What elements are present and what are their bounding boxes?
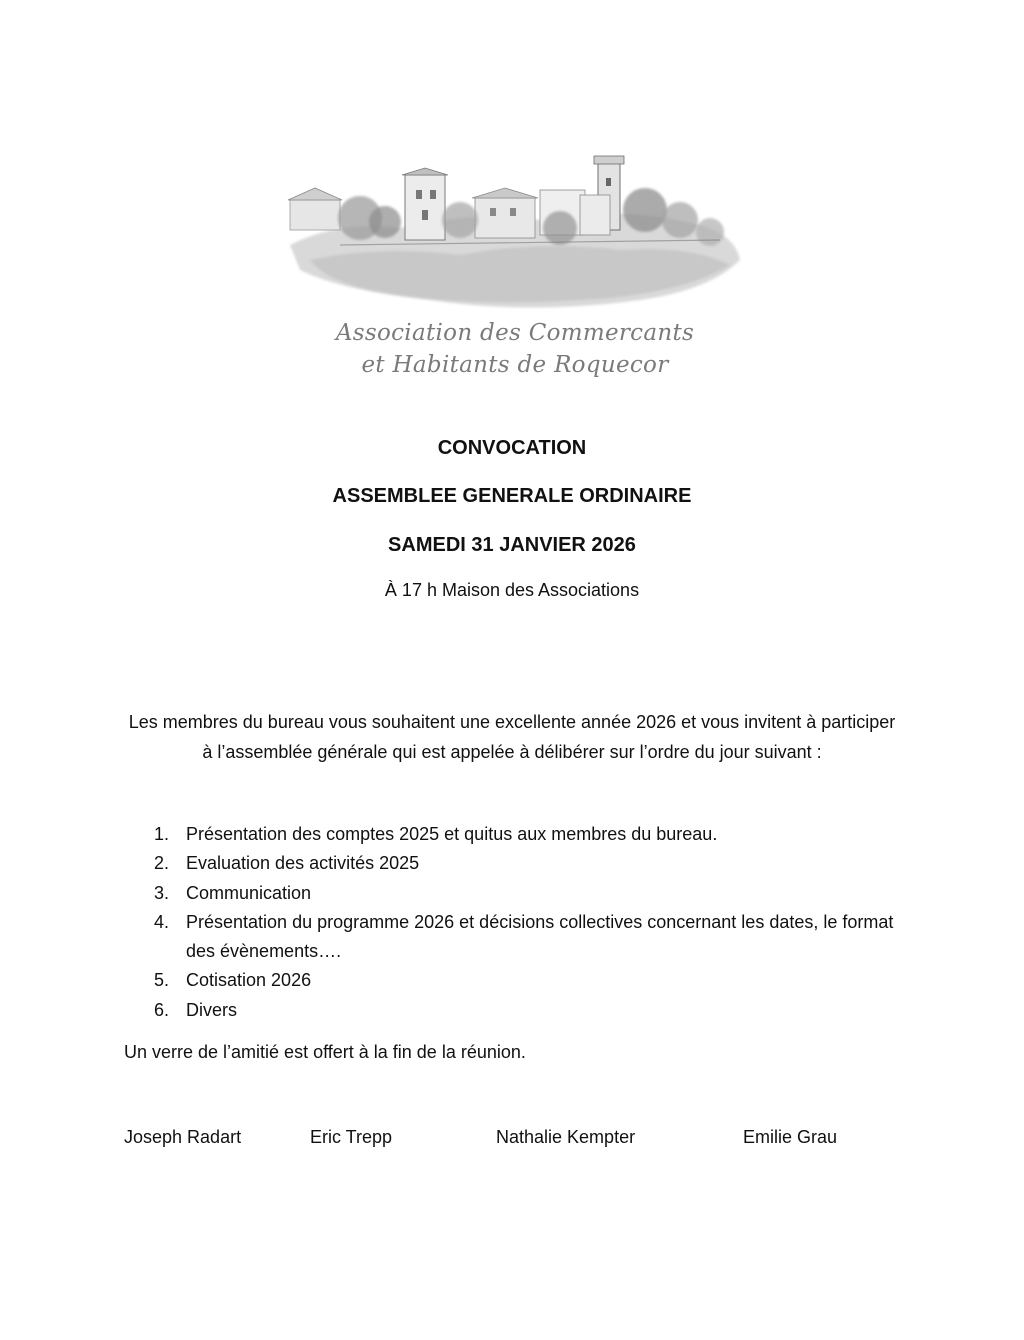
agenda-item-number: 1. <box>154 824 170 844</box>
signatory-name: Emilie Grau <box>743 1127 838 1147</box>
logo-text-line-2: et Habitants de Roquecor <box>361 352 669 378</box>
agenda-item <box>150 966 910 995</box>
document-title: CONVOCATION <box>437 437 587 459</box>
agenda-item <box>150 820 910 849</box>
agenda-item-text: Présentation des comptes 2025 et quitus aux membres du bureau. <box>186 824 718 844</box>
signatory-name: Eric Trepp <box>310 1127 393 1147</box>
agenda-item-number: 5. <box>154 970 170 991</box>
meeting-date: SAMEDI 31 JANVIER 2026 <box>388 534 636 556</box>
signatory-name: Joseph Radart <box>124 1127 242 1147</box>
agenda-list <box>150 820 910 1025</box>
agenda-item-number: 6. <box>154 999 170 1020</box>
agenda-item <box>150 879 910 908</box>
agenda-item <box>150 908 910 967</box>
agenda-item-number: 2. <box>154 853 170 874</box>
agenda-item-text: Divers <box>186 999 238 1020</box>
logo-text-line-1: Association des Commercants <box>335 320 695 346</box>
agenda-item-number: 4. <box>154 911 170 932</box>
signatory-name: Nathalie Kempter <box>496 1127 636 1147</box>
agenda-item-text: Cotisation 2026 <box>186 970 312 991</box>
agenda-item-number: 3. <box>154 882 170 903</box>
agenda-item-text: Communication <box>186 882 312 903</box>
association-logo <box>280 150 750 400</box>
village-illustration <box>280 150 750 320</box>
agenda-item <box>150 849 910 878</box>
agenda-item-text: Evaluation des activités 2025 <box>186 853 420 874</box>
intro-paragraph: Les membres du bureau vous souhaitent une excellente année 2026 et vous invitent à participer à l’assemblée générale qui est appelée à délibérer sur l’ordre du jour suivant : <box>128 712 896 762</box>
agenda-item-text: Présentation du programme 2026 et décisions collectives concernant les dates, le format des évènements…. <box>186 911 894 962</box>
meeting-venue: À 17 h Maison des Associations <box>384 580 640 600</box>
document-subtitle: ASSEMBLEE GENERALE ORDINAIRE <box>332 485 692 507</box>
agenda-item <box>150 996 910 1025</box>
closing-note: Un verre de l’amitié est offert à la fin de la réunion. <box>124 1042 526 1062</box>
